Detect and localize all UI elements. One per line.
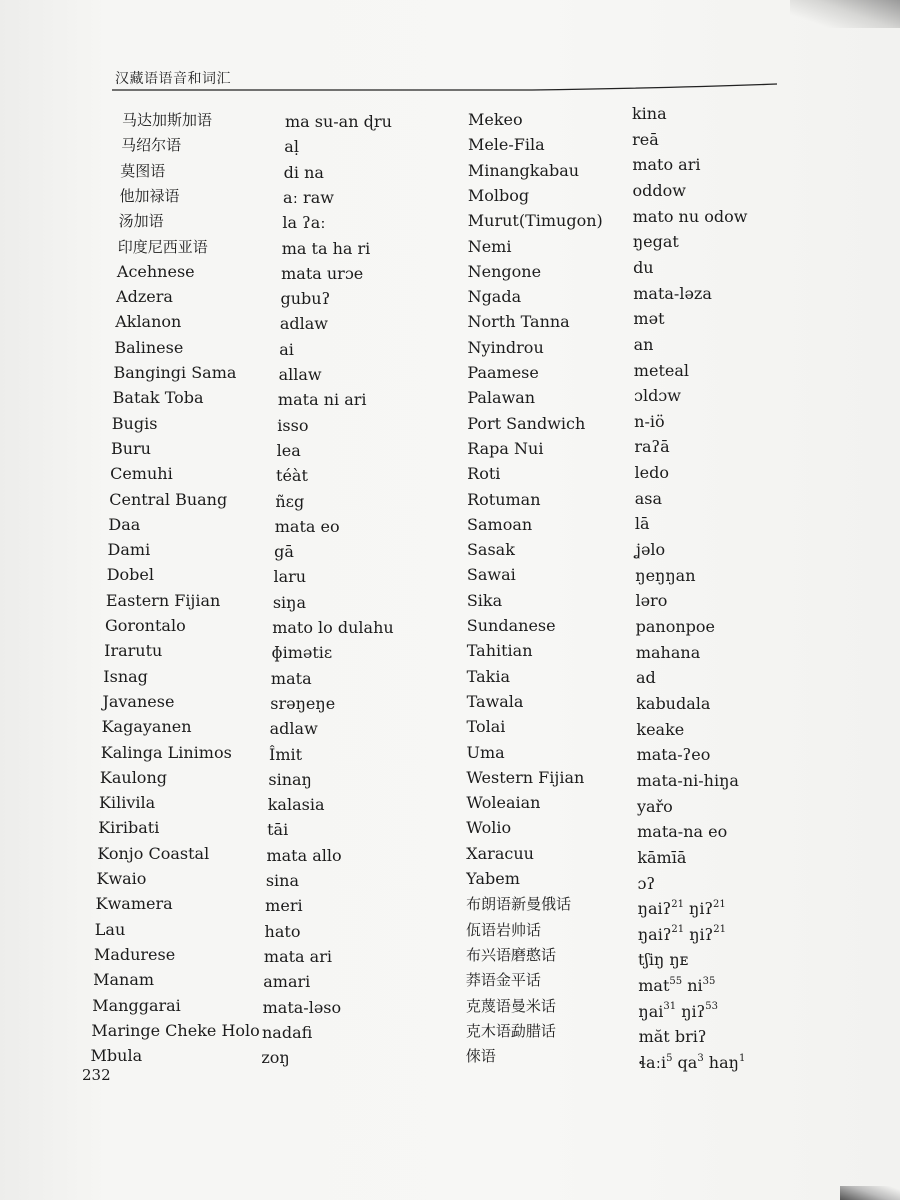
entry-cell: mata-ləza [633, 283, 712, 303]
entry-cell: Roti [467, 464, 501, 484]
entry-cell: Paamese [467, 363, 539, 382]
entry-cell: isso [277, 415, 309, 435]
entry-text: ŋaiʔ [637, 924, 672, 944]
entry-cell: 汤加语 [118, 212, 164, 231]
entry-cell [638, 1002, 718, 1022]
entry-cell: Western Fijian [466, 767, 585, 787]
entry-cell: Batak Toba [112, 388, 204, 408]
header-rule [112, 82, 777, 98]
entry-cell: oddow [632, 180, 686, 200]
entry-text: ŋaiʔ [637, 899, 672, 919]
entry-cell: gubuʔ [280, 289, 331, 309]
entry-cell [639, 1053, 746, 1073]
entry-cell: Daa [108, 514, 141, 534]
entry-cell: kalasia [267, 795, 325, 815]
entry-cell: 马绍尔语 [121, 136, 182, 155]
entry-cell: Adzera [116, 287, 173, 307]
entry-cell: mata urɔe [281, 263, 364, 283]
entry-cell: Cemuhi [110, 464, 173, 484]
entry-cell: Sasak [466, 540, 515, 560]
entry-cell: ledo [634, 463, 669, 483]
entry-cell: Samoan [467, 514, 533, 534]
entry-text: ni [682, 976, 703, 996]
entry-cell: Uma [466, 742, 505, 762]
entry-text: ŋiʔ [684, 924, 714, 944]
entry-cell: Kwaio [96, 869, 147, 888]
entry-cell: Minangkabau [467, 160, 580, 180]
entry-cell: Rotuman [467, 489, 541, 509]
entry-cell: srəŋeŋe [270, 693, 336, 713]
entry-cell: North Tanna [467, 312, 570, 332]
entry-cell: ŋeŋŋan [635, 565, 696, 585]
entry-cell: Kalinga Linimos [100, 742, 232, 762]
entry-cell: Kilivila [99, 793, 156, 813]
entry-cell: Kaulong [99, 767, 167, 787]
entry-cell: Xaracuu [466, 843, 534, 863]
entry-cell: 倈语 [465, 1047, 496, 1066]
entry-cell: lea [276, 440, 301, 460]
entry-cell: meteal [633, 360, 689, 380]
entry-cell: mata-ʔeo [636, 745, 711, 765]
entry-cell: Isnag [103, 666, 148, 686]
entry-cell: Takia [466, 666, 510, 686]
tone-superscript: 5 [666, 1052, 673, 1064]
entry-cell: meri [265, 896, 303, 916]
entry-cell: Mekeo [468, 110, 523, 129]
entry-cell: amari [263, 972, 311, 992]
entry-cell: Nyindrou [467, 337, 544, 357]
entry-cell: Javanese [102, 691, 175, 711]
entry-cell: 马达加斯加语 [122, 111, 213, 129]
entry-cell: mata-ni-hiŋa [636, 770, 739, 790]
entry-cell: Aklanon [115, 312, 182, 332]
entry-cell: mata-na eo [637, 822, 728, 842]
entry-text: ŋai [638, 1001, 664, 1021]
entry-cell: mata allo [266, 845, 342, 865]
entry-cell: Kagayanen [101, 717, 192, 737]
entry-cell: Woleaian [466, 793, 541, 813]
entry-cell [639, 1027, 707, 1047]
entry-cell: du [633, 257, 654, 277]
entry-cell: 印度尼西亚语 [117, 237, 208, 256]
entry-cell: ma ta ha ri [281, 238, 371, 258]
entry-cell: Bangingi Sama [113, 363, 237, 382]
tone-superscript: 35 [702, 975, 716, 987]
entry-cell: Manggarai [92, 995, 181, 1015]
entry-cell: sina [265, 871, 299, 890]
entry-cell: Rapa Nui [467, 438, 544, 458]
entry-cell: ad [636, 668, 656, 688]
entry-cell: aḷ [284, 137, 299, 157]
entry-cell: kabudala [636, 693, 711, 713]
entry-cell: Sundanese [466, 616, 556, 635]
entry-cell: Nemi [467, 236, 512, 256]
entry-cell: Manam [93, 970, 155, 990]
entry-cell: téàt [276, 466, 308, 486]
entry-cell: Maringe Cheke Holo [91, 1020, 260, 1040]
entry-text: haŋ [703, 1053, 739, 1073]
entry-cell: di na [283, 162, 324, 182]
entry-cell [638, 899, 726, 919]
entry-cell: ɔldɔw [633, 386, 681, 406]
entry-cell: 布兴语磨憨话 [465, 945, 556, 964]
entry-cell: Balinese [114, 337, 184, 357]
tone-superscript: 55 [669, 975, 683, 987]
tone-superscript: 21 [713, 924, 726, 936]
entry-cell: ñɛg [275, 491, 305, 511]
entry-text: ɬaːi [638, 1053, 667, 1073]
entry-cell: Ngada [467, 287, 522, 307]
entry-cell: adlaw [269, 719, 318, 739]
entry-cell [638, 925, 726, 945]
entry-text: tʃiŋ ŋᴇ [638, 950, 689, 970]
entry-cell: 他加禄语 [119, 186, 180, 205]
entry-cell: Dobel [106, 565, 154, 585]
entry-cell: ɔʔ [637, 873, 656, 893]
tone-superscript: 31 [663, 1001, 677, 1013]
entry-cell: mata-ləso [262, 997, 342, 1017]
entry-cell: Îmit [269, 744, 303, 764]
entry-text: qa [672, 1053, 698, 1073]
entry-text: mat [638, 976, 670, 996]
entry-cell: raʔā [634, 437, 670, 457]
entry-cell: Eastern Fijian [105, 590, 221, 610]
entry-cell: asa [634, 488, 663, 508]
entry-cell: Molbog [467, 185, 530, 205]
entry-cell: Murut(Timugon) [467, 211, 603, 231]
entry-cell: ləro [635, 591, 668, 611]
entry-cell: nadafi [261, 1022, 313, 1042]
entry-cell: Mbula [90, 1046, 143, 1066]
entry-cell: adlaw [279, 314, 328, 334]
entry-cell: zoŋ [261, 1048, 290, 1068]
page-corner-shadow-bottom [840, 1186, 900, 1200]
entry-cell: Tahitian [466, 641, 533, 661]
entry-cell: Lau [94, 919, 126, 939]
entry-cell: aː raw [283, 187, 334, 207]
entry-cell: 克木语勐腊话 [465, 1021, 556, 1040]
entry-cell: 莫图语 [120, 161, 166, 180]
entry-cell: mət [633, 309, 665, 329]
entry-cell: sinaŋ [268, 769, 312, 789]
tone-superscript: 53 [705, 1001, 718, 1013]
entry-cell: keake [636, 719, 685, 739]
entry-cell: yařo [636, 796, 673, 816]
page-corner-shadow [790, 0, 900, 28]
entry-text: ŋiʔ [683, 899, 714, 919]
entry-cell: Madurese [93, 944, 176, 964]
entry-cell: mata eo [274, 516, 340, 536]
entry-cell: mato ari [632, 155, 701, 175]
entry-cell: Bugis [111, 413, 158, 433]
entry-cell: Port Sandwich [467, 413, 586, 433]
page-number: 232 [82, 1066, 111, 1084]
entry-cell: Tawala [466, 691, 524, 711]
tone-superscript: 21 [671, 898, 684, 910]
entry-cell [638, 976, 715, 996]
tone-superscript: 3 [697, 1052, 704, 1064]
entry-cell: 莽语金平话 [465, 971, 541, 990]
entry-text: măt briʔ [638, 1027, 707, 1047]
entry-cell: lā [634, 514, 650, 534]
entry-cell: Konjo Coastal [97, 843, 210, 863]
entry-cell: kina [631, 104, 667, 123]
entry-cell: Irarutu [104, 641, 163, 661]
entry-cell: mata ari [263, 946, 332, 966]
entry-cell: allaw [278, 365, 322, 384]
entry-cell: gā [274, 542, 294, 562]
entry-cell: Palawan [467, 388, 536, 408]
entry-text: ŋiʔ [676, 1001, 706, 1021]
entry-cell: Wolio [466, 818, 512, 838]
entry-cell: Nengone [467, 261, 542, 281]
entry-cell: la ʔaː [282, 213, 326, 233]
entry-cell: Kwamera [95, 894, 173, 914]
entry-cell: ŋegat [632, 232, 679, 252]
entry-cell: Buru [110, 438, 151, 458]
entry-cell: Yabem [466, 869, 520, 888]
tone-superscript: 1 [738, 1052, 746, 1064]
entry-cell: mata ni ari [277, 390, 367, 410]
entry-cell: 佤语岩帅话 [466, 920, 542, 939]
entry-cell: mato nu odow [632, 206, 748, 226]
entry-cell: kāmīā [637, 847, 687, 867]
tone-superscript: 21 [671, 924, 685, 936]
entry-cell: 布朗语新曼俄话 [466, 895, 572, 914]
entry-cell: Acehnese [116, 261, 195, 281]
entry-cell: mato lo dulahu [272, 618, 394, 637]
entry-cell: ma su-an ɖru [284, 112, 392, 131]
entry-cell: Sika [466, 590, 503, 610]
entry-cell: ɸimətiɛ [271, 643, 333, 663]
entry-cell: Kiribati [98, 818, 160, 838]
entry-cell: Central Buang [109, 489, 228, 509]
entry-cell: Sawai [466, 565, 516, 585]
entry-cell: Mele-Fila [467, 135, 545, 155]
entry-cell: mata [270, 668, 312, 688]
entry-cell: an [633, 334, 654, 354]
entry-cell: Dami [107, 540, 151, 560]
entry-cell: reā [632, 129, 659, 149]
entry-cell: 克蔑语曼米话 [465, 996, 556, 1015]
entry-cell: Gorontalo [104, 616, 186, 635]
entry-cell: hato [264, 921, 301, 941]
entry-cell: tāi [267, 820, 289, 840]
running-head-title: 汉藏语语音和词汇 [115, 71, 231, 87]
entry-cell: Tolai [466, 717, 506, 737]
entry-cell: mahana [635, 642, 701, 662]
entry-cell [638, 950, 688, 970]
entry-cell: laru [273, 567, 307, 587]
entry-cell: ai [279, 339, 294, 359]
entry-cell: siŋa [272, 592, 306, 612]
tone-superscript: 21 [713, 898, 726, 910]
entry-cell: panonpoe [635, 617, 716, 636]
entry-cell: ʝəlo [635, 540, 666, 560]
entry-cell: n-iö [634, 411, 665, 431]
